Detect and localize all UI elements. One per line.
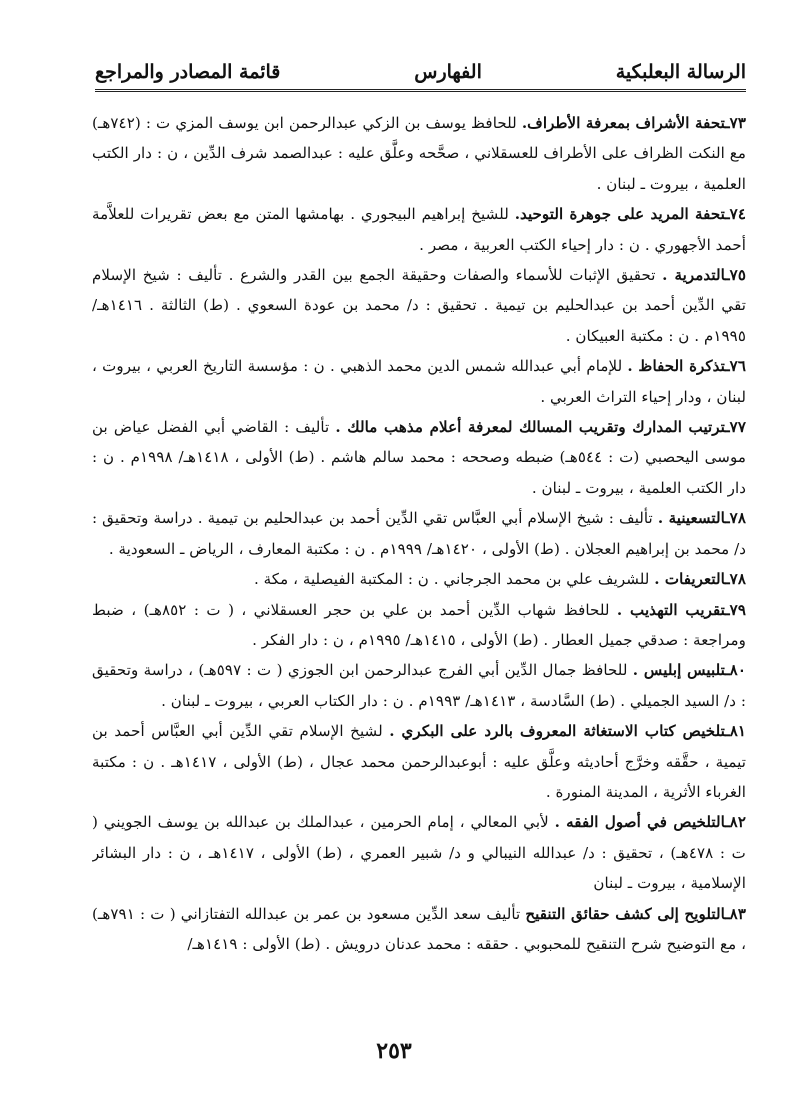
entry-text: تحقيق الإثبات للأسماء والصفات وحقيقة الجمع بين القدر والشرع . تأليف : شيخ الإسلام تقي الدِّين أحمد بن عبدالحليم بن تيمية . تحقيق : د/ محمد بن عودة السعوي . (ط) الثالثة . ١٤١٦هـ/ ١٩٩٥م . ن : مكتبة العبيكان . xyxy=(92,266,746,345)
entry-title: تلخيص كتاب الاستغاثة المعروف بالرد على البكري . xyxy=(389,722,726,741)
bibliography-entry xyxy=(92,199,746,260)
bibliography-entry xyxy=(92,716,746,807)
bibliography-entry xyxy=(92,351,746,412)
header-chapter-title: قائمة المصادر والمراجع xyxy=(95,61,281,83)
entry-text: للحافظ يوسف بن الزكي عبدالرحمن ابن يوسف المزي ت : (٧٤٢هـ) مع النكت الظراف على الأطراف للعسقلاني ، صحَّحه وعلَّق عليه : عبدالصمد شرف الدِّين ، ن : دار الكتب العلمية ، بيروت ـ لبنان . xyxy=(92,114,746,193)
entry-number: ٧٥ـ xyxy=(725,266,746,285)
bibliography-list xyxy=(92,108,746,1033)
entry-number: ٨٣ـ xyxy=(725,904,746,923)
page-number: ٢٥٣ xyxy=(376,1038,412,1064)
entry-number: ٧٧ـ xyxy=(725,418,746,437)
entry-text: لأبي المعالي ، إمام الحرمين ، عبدالملك بن عبدالله بن يوسف الجويني ( ت : ٤٧٨هـ) ، تحقيق : د/ عبدالله النيبالي و د/ شبير العمري ، (ط) الأولى ، ١٤١٧هـ ، ن : دار البشائر الإسلامية ، بيروت ـ لبنان xyxy=(92,813,746,893)
bibliography-entry xyxy=(92,564,746,594)
entry-title: تذكرة الحفاظ . xyxy=(627,357,726,376)
entry-title: تحفة الأشراف بمعرفة الأطراف. xyxy=(521,114,726,132)
entry-number: ٧٨ـ xyxy=(725,509,746,528)
entry-number: ٨١ـ xyxy=(725,722,746,741)
entry-title: التعريفات . xyxy=(654,570,726,589)
entry-title: ترتيب المدارك وتقريب المسالك لمعرفة أعلام مذهب مالك . xyxy=(335,418,726,437)
entry-number: ٨٠ـ xyxy=(725,661,746,680)
bibliography-entry xyxy=(92,807,746,898)
entry-title: التلخيص في أصول الفقه . xyxy=(554,813,726,832)
header-book-title: الرسالة البعلبكية xyxy=(615,61,746,83)
entry-text: لشيخ الإسلام تقي الدِّين أبي العبَّاس أحمد بن تيمية ، حقَّقه وخرَّج أحاديثه وعلَّق عليه : أبوعبدالرحمن محمد عجال ، (ط) الأولى ، ١٤١٧هـ . ن : مكتبة الغرباء الأثرية ، المدينة المنورة . xyxy=(92,722,746,801)
running-header xyxy=(95,52,746,92)
bibliography-entry xyxy=(92,595,746,656)
bibliography-entry xyxy=(92,899,746,960)
entry-number: ٧٩ـ xyxy=(725,600,746,619)
header-section-title: الفهارس xyxy=(414,61,482,83)
bibliography-entry xyxy=(92,260,746,351)
entry-text: للشريف علي بن محمد الجرجاني . ن : المكتبة الفيصلية ، مكة . xyxy=(253,570,655,589)
entry-title: تلبيس إبليس . xyxy=(632,661,726,680)
bibliography-entry xyxy=(92,503,746,564)
entry-text: تأليف : القاضي أبي الفضل عياض بن موسى اليحصبي (ت : ٥٤٤هـ) ضبطه وصححه : محمد سالم هاشم . (ط) الأولى ، ١٤١٨هـ/ ١٩٩٨م . ن : دار الكتب العلمية ، بيروت ـ لبنان . xyxy=(92,418,746,497)
entry-title: التلويح إلى كشف حقائق التنقيح xyxy=(525,904,726,923)
entry-title: تقريب التهذيب . xyxy=(616,600,726,619)
entry-number: ٧٨ـ xyxy=(725,570,746,589)
entry-title: التسعينية . xyxy=(657,509,726,528)
bibliography-entry xyxy=(92,108,746,199)
bibliography-entry xyxy=(92,655,746,716)
entry-text: للشيخ إبراهيم البيجوري . بهامشها المتن مع بعض تقريرات للعلاَّمة أحمد الأجهوري . ن : دار إحياء الكتب العربية ، مصر . xyxy=(92,205,746,254)
entry-number: ٧٦ـ xyxy=(725,357,746,376)
entry-text: للإمام أبي عبدالله شمس الدين محمد الذهبي . ن : مؤسسة التاريخ العربي ، بيروت ، لبنان ، ودار إحياء التراث العربي . xyxy=(92,357,746,406)
entry-title: التدمرية . xyxy=(662,266,726,285)
entry-text: تأليف : شيخ الإسلام أبي العبَّاس تقي الدِّين أحمد بن عبدالحليم بن تيمية . دراسة وتحقيق : د/ محمد بن إبراهيم العجلان . (ط) الأولى ، ١٤٢٠هـ/ ١٩٩٩م . ن : مكتبة المعارف ، الرياض ـ السعودية . xyxy=(92,509,746,558)
entry-text: للحافظ جمال الدِّين أبي الفرج عبدالرحمن ابن الجوزي ( ت : ٥٩٧هـ) ، دراسة وتحقيق : د/ السيد الجميلي . (ط) السَّادسة ، ١٤١٣هـ/ ١٩٩٣م . ن : دار الكتاب العربي ، بيروت ـ لبنان . xyxy=(92,661,746,710)
entry-title: تحفة المريد على جوهرة التوحيد. xyxy=(514,205,726,224)
bibliography-entry xyxy=(92,412,746,503)
entry-number: ٧٤ـ xyxy=(725,205,746,224)
entry-text: تأليف سعد الدِّين مسعود بن عمر بن عبدالله التفتازاني ( ت : ٧٩١هـ) ، مع التوضيح شرح التنقيح للمحبوبي . حققه : محمد عدنان درويش . (ط) الأولى : ١٤١٩هـ/ xyxy=(92,904,746,953)
entry-text: للحافظ شهاب الدِّين أحمد بن علي بن حجر العسقلاني ، ( ت : ٨٥٢هـ) ، ضبط ومراجعة : صدقي جميل العطار . (ط) الأولى ، ١٤١٥هـ/ ١٩٩٥م ، ن : دار الفكر . xyxy=(92,600,746,649)
entry-number: ٨٢ـ xyxy=(725,813,746,832)
entry-number: ٧٣ـ xyxy=(725,114,746,132)
